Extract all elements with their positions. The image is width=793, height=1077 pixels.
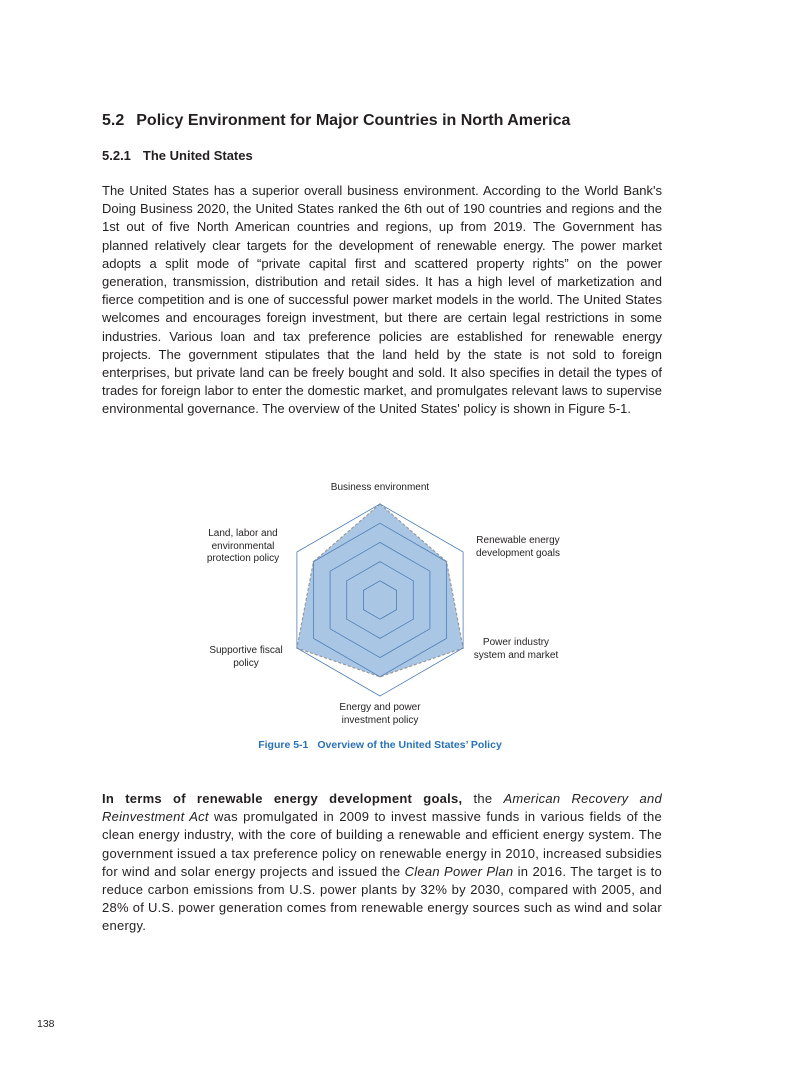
radar-axis-label-line: system and market [473,649,559,661]
radar-axis-label-line: development goals [476,547,560,559]
radar-axis-label-line: Business environment [330,482,430,493]
radar-point-1 [446,561,448,563]
figure-caption [0,739,760,751]
radar-axis-label-line: policy [233,657,259,669]
section-title: Policy Environment for Major Countries in North America [136,112,571,129]
radar-axis-label-4 [186,645,306,670]
radar-axis-label-line: environmental [211,540,275,552]
text-run: was promulgated in 2009 to invest massive funds in various fields of the clean energy industry, with the core of building a renewable and efficient energy system. The government issued a tax preference policy on renewable energy in 2010, increased subsidies for wind and solar energy projects and issued the [102,809,662,879]
page-number: 138 [37,1018,55,1030]
radar-axis-label-5 [183,528,303,566]
plan-title: Clean Power Plan [404,863,514,879]
radar-point-3 [379,676,381,678]
radar-point-0 [379,503,381,505]
radar-data-area [297,504,463,677]
act-title: American Recovery and Reinvestment Act [102,791,662,825]
subsection-title: The United States [142,148,253,163]
radar-axis-label-3 [320,702,440,727]
radar-axis-label-line: investment policy [341,714,419,726]
text-run: the [462,791,504,806]
radar-axis-label-line: Land, labor and [208,528,278,539]
radar-axis-label-line: Renewable energy [476,535,560,546]
radar-axis-label-line: protection policy [206,553,280,564]
section-number: 5.2 [102,112,125,129]
text-run: in 2016. The target is to reduce carbon emissions from U.S. power plants by 32% by 2030, compared with 2005, and 28% of U.S. power generation comes from renewable energy sources such as wind and solar energy. [102,863,662,934]
body-paragraph-2 [102,790,662,936]
figure-caption-text: Overview of the United States’ Policy [317,739,502,751]
subsection-number: 5.2.1 [102,148,131,163]
radar-axis-label-line: Supportive fiscal [209,645,283,656]
figure-number: Figure 5-1 [258,739,309,751]
radar-axis-label-1 [458,535,578,560]
radar-axis-label-2 [456,637,576,662]
radar-axis-label-line: Energy and power [339,702,421,713]
radar-point-5 [313,561,315,563]
radar-axis-label-0 [320,482,440,495]
radar-axis-label-line: Power industry [482,637,550,648]
body-paragraph-1: The United States has a superior overall business environment. According to the World Bank's Doing Business 2020, the United States ranked the 6th out of 190 countries and regions and the 1st out of five North American countries and regions, up from 2019. The Government has planned relatively clear targets for the development of renewable energy. The power market adopts a split mode of “private capital first and scattered property rights” on the power generation, transmission, distribution and retail sides. It has a high level of marketization and fierce competition and is one of successful power market models in the world. The United States welcomes and encourages foreign investment, but there are certain legal restrictions in some industries. Various loan and tax preference policies are established for renewable energy projects. The government stipulates that the land held by the state is not sold to foreign enterprises, but private land can be freely bought and sold. It also specifies in detail the types of trades for foreign labor to enter the domestic market, and promulgates relevant laws to supervise environmental governance. The overview of the United States' policy is shown in Figure 5-1. [102,183,662,417]
paragraph-lead: In terms of renewable energy development goals, [102,791,463,806]
